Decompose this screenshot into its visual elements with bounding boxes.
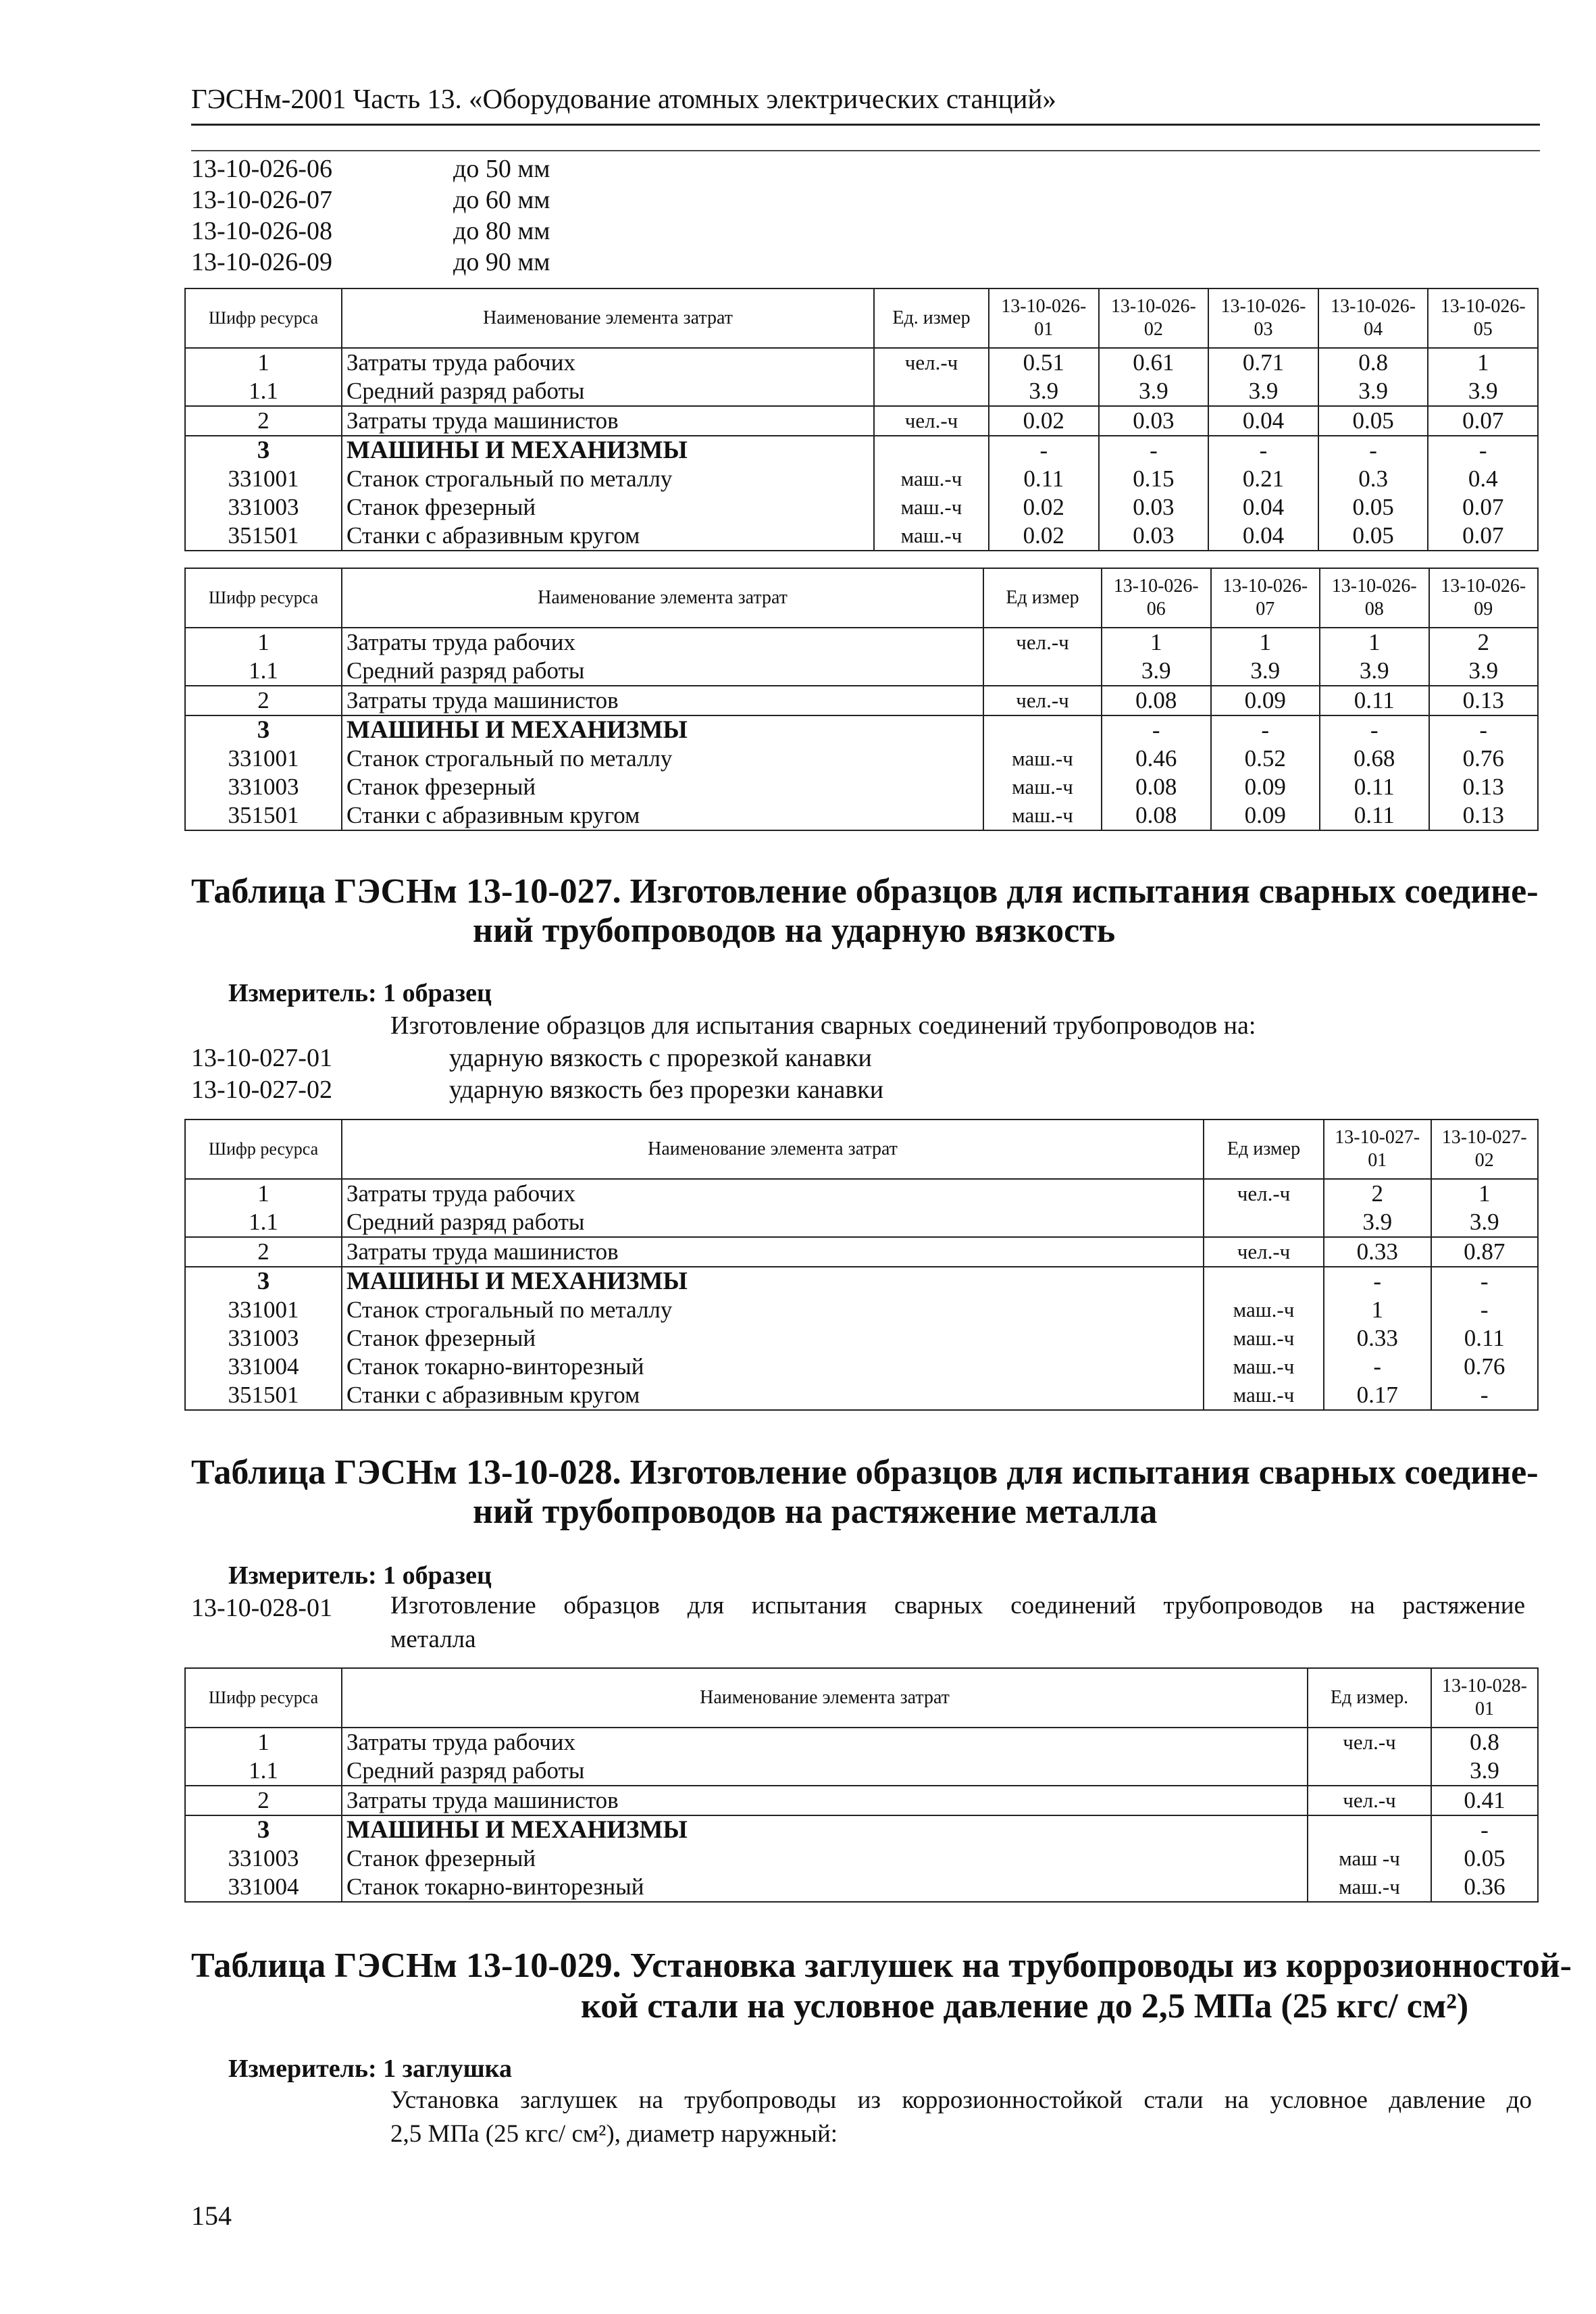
col-header-norm: 13-10-026-05 xyxy=(1428,288,1538,348)
norm-value: - xyxy=(1431,1296,1539,1324)
norm-value: 0.09 xyxy=(1211,801,1320,830)
norm-value: 0.11 xyxy=(1320,686,1429,715)
norm-value: 0.3 xyxy=(1318,465,1428,493)
norm-value: 0.33 xyxy=(1324,1237,1431,1267)
col-header-name: Наименование элемента затрат xyxy=(342,1120,1204,1179)
desc-029-line2: 2,5 МПа (25 кгс/ см²), диаметр наружный: xyxy=(390,2120,838,2148)
cost-element-name: МАШИНЫ И МЕХАНИЗМЫ xyxy=(342,715,983,745)
table-row xyxy=(185,686,1538,715)
norm-value: 0.03 xyxy=(1099,493,1209,522)
cost-element-name: Станок фрезерный xyxy=(342,1844,1308,1873)
col-header-norm: 13-10-026-01 xyxy=(989,288,1099,348)
norm-value: - xyxy=(1320,715,1429,745)
norm-value: 0.17 xyxy=(1324,1381,1431,1410)
table-row xyxy=(185,801,1538,830)
unit-of-measure xyxy=(1308,1815,1431,1844)
table-row xyxy=(185,1267,1538,1296)
resource-code: 331003 xyxy=(185,1844,342,1873)
table-row xyxy=(185,1815,1538,1844)
cost-element-name: Средний разряд работы xyxy=(342,657,983,686)
unit-of-measure: маш.-ч xyxy=(1204,1296,1324,1324)
cost-element-name: Затраты труда рабочих xyxy=(342,628,983,657)
resource-code: 1 xyxy=(185,1179,342,1208)
unit-of-measure: чел.-ч xyxy=(1308,1786,1431,1815)
resource-code: 3 xyxy=(185,715,342,745)
col-header-norm: 13-10-028-01 xyxy=(1431,1668,1538,1728)
norm-value: 0.71 xyxy=(1208,348,1318,377)
measure-028: Измеритель: 1 образец xyxy=(228,1561,492,1590)
norm-value: 0.36 xyxy=(1431,1873,1538,1902)
table-row xyxy=(185,657,1538,686)
unit-of-measure: чел.-ч xyxy=(1308,1728,1431,1757)
unit-of-measure: маш.-ч xyxy=(1204,1381,1324,1410)
table-row xyxy=(185,1381,1538,1410)
norm-value: 0.41 xyxy=(1431,1786,1538,1815)
norm-value: 0.68 xyxy=(1320,745,1429,773)
unit-of-measure: чел.-ч xyxy=(1204,1179,1324,1208)
table-row xyxy=(185,1296,1538,1324)
norm-value: 0.33 xyxy=(1324,1324,1431,1353)
cost-element-name: Средний разряд работы xyxy=(342,1757,1308,1786)
table-row xyxy=(185,715,1538,745)
resource-code: 351501 xyxy=(185,522,342,551)
col-header-norm: 13-10-026-07 xyxy=(1211,568,1320,628)
running-header: ГЭСНм-2001 Часть 13. «Оборудование атомных электрических станций» xyxy=(191,83,1056,114)
page-number: 154 xyxy=(191,2200,232,2231)
unit-of-measure xyxy=(1204,1208,1324,1237)
cost-element-name: Затраты труда машинистов xyxy=(342,1237,1204,1267)
resource-code: 331003 xyxy=(185,773,342,801)
norm-value: 3.9 xyxy=(1208,377,1318,406)
unit-of-measure: маш.-ч xyxy=(1204,1324,1324,1353)
code-028: 13-10-028-01 xyxy=(191,1594,332,1622)
norm-value: 3.9 xyxy=(1324,1208,1431,1237)
norm-value: 0.07 xyxy=(1428,406,1538,436)
table-row xyxy=(185,1179,1538,1208)
cost-element-name: МАШИНЫ И МЕХАНИЗМЫ xyxy=(342,1815,1308,1844)
col-header-norm: 13-10-026-04 xyxy=(1318,288,1428,348)
norm-value: 3.9 xyxy=(989,377,1099,406)
table-row xyxy=(185,1786,1538,1815)
table-row xyxy=(185,1757,1538,1786)
norm-value: 0.05 xyxy=(1431,1844,1538,1873)
table-row xyxy=(185,406,1538,436)
col-header-code: Шифр ресурса xyxy=(185,1120,342,1179)
cost-element-name: МАШИНЫ И МЕХАНИЗМЫ xyxy=(342,1267,1204,1296)
resource-table-026-b xyxy=(184,568,1539,831)
table-row xyxy=(185,1324,1538,1353)
cost-element-name: Затраты труда машинистов xyxy=(342,686,983,715)
cost-element-name: Затраты труда рабочих xyxy=(342,1179,1204,1208)
col-header-norm: 13-10-026-08 xyxy=(1320,568,1429,628)
norm-value: 0.52 xyxy=(1211,745,1320,773)
table-row xyxy=(185,745,1538,773)
col-header-norm: 13-10-026-02 xyxy=(1099,288,1209,348)
resource-code: 331004 xyxy=(185,1873,342,1902)
norm-value: 0.11 xyxy=(1431,1324,1539,1353)
norm-value: 1 xyxy=(1431,1179,1539,1208)
norm-value: 0.08 xyxy=(1102,686,1211,715)
table-title-027: Таблица ГЭСНм 13-10-027. Изготовление образцов для испытания сварных соедине- xyxy=(191,872,1539,911)
norm-value: 0.02 xyxy=(989,493,1099,522)
cost-element-name: Станок строгальный по металлу xyxy=(342,465,874,493)
col-header-unit: Ед. измер xyxy=(874,288,989,348)
unit-of-measure: чел.-ч xyxy=(983,628,1102,657)
norm-value: 0.8 xyxy=(1431,1728,1538,1757)
cost-element-name: Станок строгальный по металлу xyxy=(342,1296,1204,1324)
norm-value: - xyxy=(1428,436,1538,465)
resource-code: 3 xyxy=(185,1815,342,1844)
norm-value: 0.02 xyxy=(989,522,1099,551)
unit-of-measure xyxy=(983,715,1102,745)
desc-028-line1: Изготовление образцов для испытания сварных соединений трубопроводов на растяжение xyxy=(390,1592,1525,1619)
norm-value: 0.09 xyxy=(1211,686,1320,715)
norm-value: - xyxy=(1324,1267,1431,1296)
cost-element-name: Станки с абразивным кругом xyxy=(342,801,983,830)
norm-value: 0.08 xyxy=(1102,773,1211,801)
norm-value: 0.04 xyxy=(1208,406,1318,436)
norm-value: 2 xyxy=(1324,1179,1431,1208)
resource-table-028 xyxy=(184,1667,1539,1903)
norm-value: 1 xyxy=(1324,1296,1431,1324)
measure-029: Измеритель: 1 заглушка xyxy=(228,2055,512,2083)
norm-value: 0.11 xyxy=(1320,801,1429,830)
cost-element-name: Станок фрезерный xyxy=(342,493,874,522)
unit-of-measure: маш.-ч xyxy=(874,493,989,522)
resource-code: 1.1 xyxy=(185,1208,342,1237)
resource-code: 331001 xyxy=(185,1296,342,1324)
cost-element-name: Затраты труда рабочих xyxy=(342,348,874,377)
table-row xyxy=(185,436,1538,465)
norm-value: 3.9 xyxy=(1320,657,1429,686)
col-header-code: Шифр ресурса xyxy=(185,288,342,348)
desc-028-line2: металла xyxy=(390,1626,476,1653)
table-title-029-cont: кой стали на условное давление до 2,5 МПа (25 кгс/ см²) xyxy=(581,1987,1469,2026)
cost-element-name: Станки с абразивным кругом xyxy=(342,1381,1204,1410)
resource-code: 331001 xyxy=(185,745,342,773)
unit-of-measure: чел.-ч xyxy=(1204,1237,1324,1267)
norm-value: - xyxy=(1431,1267,1539,1296)
table-row xyxy=(185,348,1538,377)
cost-element-name: Затраты труда рабочих xyxy=(342,1728,1308,1757)
table-row xyxy=(185,628,1538,657)
norm-value: - xyxy=(1431,1381,1539,1410)
norm-value: 0.03 xyxy=(1099,406,1209,436)
table-row xyxy=(185,522,1538,551)
unit-of-measure: чел.-ч xyxy=(983,686,1102,715)
col-header-norm: 13-10-026-03 xyxy=(1208,288,1318,348)
cost-element-name: Средний разряд работы xyxy=(342,377,874,406)
table-row xyxy=(185,1353,1538,1381)
norm-value: 3.9 xyxy=(1428,377,1538,406)
unit-of-measure xyxy=(1204,1267,1324,1296)
col-header-code: Шифр ресурса xyxy=(185,568,342,628)
col-header-norm: 13-10-027-01 xyxy=(1324,1120,1431,1179)
norm-value: 0.05 xyxy=(1318,406,1428,436)
cost-element-name: Станок строгальный по металлу xyxy=(342,745,983,773)
norm-value: - xyxy=(1429,715,1539,745)
unit-of-measure xyxy=(1308,1757,1431,1786)
col-header-norm: 13-10-027-02 xyxy=(1431,1120,1539,1179)
unit-of-measure xyxy=(874,436,989,465)
resource-code: 351501 xyxy=(185,801,342,830)
cost-element-name: Средний разряд работы xyxy=(342,1208,1204,1237)
norm-value: - xyxy=(1099,436,1209,465)
cost-element-name: Затраты труда машинистов xyxy=(342,406,874,436)
table-title-029: Таблица ГЭСНм 13-10-029. Установка заглушек на трубопроводы из коррозионностой- xyxy=(191,1946,1572,1985)
col-header-name: Наименование элемента затрат xyxy=(342,1668,1308,1728)
norm-value: - xyxy=(1208,436,1318,465)
table-title-028: Таблица ГЭСНм 13-10-028. Изготовление образцов для испытания сварных соедине- xyxy=(191,1453,1539,1492)
resource-code: 2 xyxy=(185,686,342,715)
norm-value: 0.04 xyxy=(1208,522,1318,551)
norm-value: - xyxy=(1211,715,1320,745)
norm-value: 3.9 xyxy=(1429,657,1539,686)
norm-value: 3.9 xyxy=(1431,1208,1539,1237)
resource-code: 3 xyxy=(185,1267,342,1296)
resource-code: 2 xyxy=(185,1786,342,1815)
norm-value: 3.9 xyxy=(1102,657,1211,686)
cost-element-name: Станок токарно-винторезный xyxy=(342,1873,1308,1902)
norm-value: 3.9 xyxy=(1211,657,1320,686)
norm-value: 0.87 xyxy=(1431,1237,1539,1267)
measure-027: Измеритель: 1 образец xyxy=(228,979,492,1007)
norm-value: - xyxy=(1318,436,1428,465)
norm-value: 0.11 xyxy=(1320,773,1429,801)
norm-value: 0.02 xyxy=(989,406,1099,436)
resource-table-027 xyxy=(184,1119,1539,1411)
norm-value: 0.46 xyxy=(1102,745,1211,773)
norm-value: 3.9 xyxy=(1431,1757,1538,1786)
cost-element-name: Станок токарно-винторезный xyxy=(342,1353,1204,1381)
norm-value: 0.04 xyxy=(1208,493,1318,522)
table-row xyxy=(185,493,1538,522)
col-header-name: Наименование элемента затрат xyxy=(342,288,874,348)
col-header-name: Наименование элемента затрат xyxy=(342,568,983,628)
unit-of-measure: чел.-ч xyxy=(874,348,989,377)
norm-value: - xyxy=(1324,1353,1431,1381)
cost-element-name: Станок фрезерный xyxy=(342,773,983,801)
intro-027: Изготовление образцов для испытания сварных соединений трубопроводов на: xyxy=(390,1011,1256,1040)
norm-value: 0.8 xyxy=(1318,348,1428,377)
col-header-norm: 13-10-026-09 xyxy=(1429,568,1539,628)
table-row xyxy=(185,1844,1538,1873)
resource-code: 331003 xyxy=(185,493,342,522)
resource-table-026-a xyxy=(184,288,1539,551)
cost-element-name: Затраты труда машинистов xyxy=(342,1786,1308,1815)
unit-of-measure: маш.-ч xyxy=(1204,1353,1324,1381)
norm-value: 0.11 xyxy=(989,465,1099,493)
table-row xyxy=(185,465,1538,493)
norm-value: 0.61 xyxy=(1099,348,1209,377)
norm-value: 0.13 xyxy=(1429,801,1539,830)
unit-of-measure: маш.-ч xyxy=(1308,1873,1431,1902)
resource-code: 1 xyxy=(185,348,342,377)
norm-value: 1 xyxy=(1428,348,1538,377)
norm-value: 0.05 xyxy=(1318,493,1428,522)
resource-code: 2 xyxy=(185,406,342,436)
norm-value: 0.05 xyxy=(1318,522,1428,551)
norm-value: 3.9 xyxy=(1099,377,1209,406)
norm-value: 0.08 xyxy=(1102,801,1211,830)
top-rule xyxy=(191,150,1540,151)
norm-value: 0.76 xyxy=(1429,745,1539,773)
table-row xyxy=(185,1873,1538,1902)
unit-of-measure: маш.-ч xyxy=(983,745,1102,773)
cost-element-name: Станок фрезерный xyxy=(342,1324,1204,1353)
resource-code: 3 xyxy=(185,436,342,465)
table-row xyxy=(185,1208,1538,1237)
norm-value: 0.13 xyxy=(1429,686,1539,715)
norm-value: 0.03 xyxy=(1099,522,1209,551)
unit-of-measure: маш.-ч xyxy=(983,801,1102,830)
resource-code: 1 xyxy=(185,628,342,657)
unit-of-measure: маш.-ч xyxy=(874,465,989,493)
norm-value: 1 xyxy=(1102,628,1211,657)
table-row xyxy=(185,1728,1538,1757)
unit-of-measure xyxy=(983,657,1102,686)
col-header-unit: Ед измер xyxy=(983,568,1102,628)
norm-value: 0.76 xyxy=(1431,1353,1539,1381)
unit-of-measure xyxy=(874,377,989,406)
norm-value: 3.9 xyxy=(1318,377,1428,406)
norm-value: 1 xyxy=(1211,628,1320,657)
unit-of-measure: маш.-ч xyxy=(983,773,1102,801)
norm-value: 1 xyxy=(1320,628,1429,657)
resource-code: 1.1 xyxy=(185,1757,342,1786)
resource-code: 2 xyxy=(185,1237,342,1267)
table-title-027-cont: ний трубопроводов на ударную вязкость xyxy=(473,911,1116,950)
norm-value: 0.21 xyxy=(1208,465,1318,493)
unit-of-measure: чел.-ч xyxy=(874,406,989,436)
resource-code: 351501 xyxy=(185,1381,342,1410)
col-header-norm: 13-10-026-06 xyxy=(1102,568,1211,628)
desc-029-line1: Установка заглушек на трубопроводы из коррозионностойкой стали на условное давление до xyxy=(390,2086,1532,2114)
col-header-unit: Ед измер. xyxy=(1308,1668,1431,1728)
norm-value: - xyxy=(1102,715,1211,745)
cost-element-name: Станки с абразивным кругом xyxy=(342,522,874,551)
norm-value: 0.51 xyxy=(989,348,1099,377)
unit-of-measure: маш.-ч xyxy=(874,522,989,551)
resource-code: 1.1 xyxy=(185,657,342,686)
norm-value: 0.09 xyxy=(1211,773,1320,801)
norm-value: 0.13 xyxy=(1429,773,1539,801)
table-title-028-cont: ний трубопроводов на растяжение металла xyxy=(473,1492,1158,1531)
col-header-code: Шифр ресурса xyxy=(185,1668,342,1728)
norm-value: 2 xyxy=(1429,628,1539,657)
cost-element-name: МАШИНЫ И МЕХАНИЗМЫ xyxy=(342,436,874,465)
unit-of-measure: маш -ч xyxy=(1308,1844,1431,1873)
resource-code: 1.1 xyxy=(185,377,342,406)
resource-code: 1 xyxy=(185,1728,342,1757)
header-rule xyxy=(191,124,1540,126)
table-row xyxy=(185,773,1538,801)
norm-value: - xyxy=(1431,1815,1538,1844)
norm-value: 0.07 xyxy=(1428,522,1538,551)
norm-value: 0.15 xyxy=(1099,465,1209,493)
resource-code: 331003 xyxy=(185,1324,342,1353)
resource-code: 331001 xyxy=(185,465,342,493)
table-row xyxy=(185,377,1538,406)
col-header-unit: Ед измер xyxy=(1204,1120,1324,1179)
table-row xyxy=(185,1237,1538,1267)
norm-value: - xyxy=(989,436,1099,465)
resource-code: 331004 xyxy=(185,1353,342,1381)
norm-value: 0.4 xyxy=(1428,465,1538,493)
norm-value: 0.07 xyxy=(1428,493,1538,522)
